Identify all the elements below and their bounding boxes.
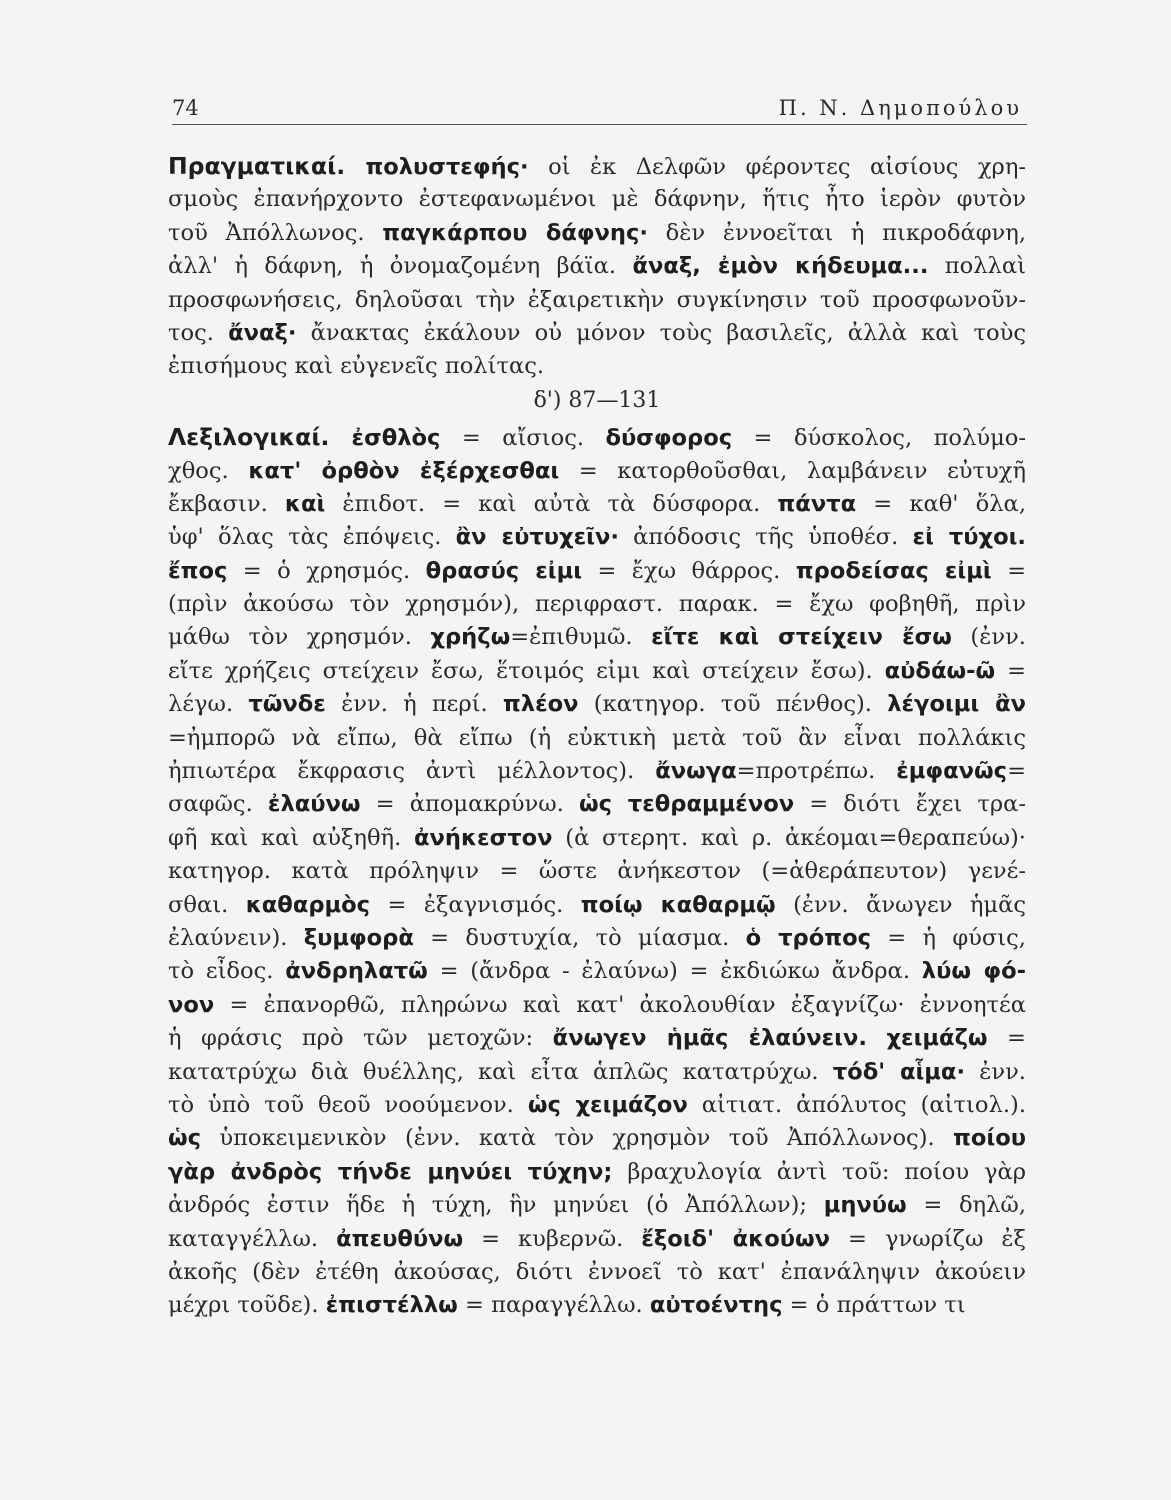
text-line	[168, 1089, 1026, 1122]
lemma-term: λέγοιμι ἂν	[887, 691, 1026, 718]
gloss-text: = ὁ πράττων τι	[782, 1292, 966, 1319]
text-line	[168, 217, 1026, 250]
text-line	[168, 755, 1026, 788]
text-line	[168, 688, 1026, 721]
text-line	[168, 488, 1026, 521]
gloss-text: =	[1007, 758, 1026, 785]
lemma-term: κατ' ὀρθὸν ἐξέρχεσθαι	[248, 457, 560, 484]
gloss-text: = κατορθοῦσθαι, λαμβάνειν εὐτυχῆ	[559, 457, 1026, 484]
lemma-term: ἄνωγα	[655, 758, 737, 785]
lemma-term: ἀνδρηλατῶ	[285, 958, 428, 985]
text-line	[168, 588, 1026, 621]
gloss-text: = καθ' ὅλα,	[856, 490, 1026, 517]
gloss-text: =	[991, 557, 1026, 584]
gloss-text: = δηλῶ,	[906, 1192, 1026, 1219]
lemma-term: τόδ' αἷμα·	[832, 1058, 966, 1085]
text-line	[168, 621, 1026, 654]
text-line	[168, 889, 1026, 922]
lemma-term: νον	[168, 991, 215, 1018]
header-rule	[172, 124, 1027, 125]
text-line	[168, 1256, 1026, 1289]
gloss-text: εἴτε χρήζεις στείχειν ἔσω, ἕτοιμός εἰμι καὶ στείχειν ἔσω).	[168, 657, 885, 684]
gloss-text: ὑποκειμενικὸν (ἐνν. κατὰ τὸν χρησμὸν τοῦ Ἀπόλλωνος).	[201, 1125, 954, 1152]
gloss-text: ἐνν. ἡ περί.	[325, 691, 503, 718]
gloss-text: χθος.	[168, 457, 249, 484]
lemma-term: θρασύς εἰμι	[425, 557, 583, 584]
gloss-text: δὲν ἐννοεῖται ἡ πικροδάφνη,	[647, 219, 1026, 246]
text-line	[168, 955, 1026, 988]
gloss-text: = παραγγέλλω.	[457, 1292, 650, 1319]
lemma-term: ἔξοιδ' ἀκούων	[641, 1225, 831, 1252]
gloss-text: σθαι.	[168, 891, 246, 918]
gloss-text: ἔκβασιν.	[168, 490, 285, 517]
text-line	[168, 855, 1026, 888]
lemma-term: δύσφορος	[605, 425, 733, 452]
gloss-text: οἱ ἐκ Δελφῶν φέροντες αἰσίους χρη-	[528, 154, 1026, 180]
gloss-text: ἐπιδοτ. = καὶ αὐτὰ τὰ δύσφορα.	[325, 490, 778, 517]
lemma-term: ποίου	[953, 1125, 1026, 1152]
lemma-term: ἐλαύνω	[267, 791, 361, 818]
text-line	[168, 1022, 1026, 1055]
text-line	[168, 421, 1026, 454]
gloss-text: ἡ φράσις πρὸ τῶν μετοχῶν:	[168, 1025, 553, 1052]
gloss-text: βραχυλογία ἀντὶ τοῦ: ποίου γὰρ	[612, 1158, 1026, 1185]
text-line	[168, 1056, 1026, 1089]
text-line	[168, 284, 1026, 317]
gloss-text: ἀνδρός ἐστιν ἥδε ἡ τύχη, ἣν μηνύει (ὁ Ἀπόλλων);	[168, 1192, 824, 1219]
gloss-text: ἠπιωτέρα ἔκφρασις ἀντὶ μέλλοντος).	[168, 758, 656, 785]
lemma-term: γὰρ ἀνδρὸς τήνδε μηνύει τύχην;	[168, 1158, 613, 1185]
lemma-term: ἀπευθύνω	[336, 1225, 464, 1252]
lemma-term: αὐδάω-ῶ	[884, 657, 996, 684]
gloss-text: (ἐνν. ἄνωγεν ἡμᾶς	[775, 891, 1026, 918]
paragraph-pragmatikai	[168, 150, 1026, 384]
lemma-term: εἴτε καὶ στείχειν ἔσω	[651, 624, 952, 651]
lemma-term: Λεξιλογικαί.	[168, 423, 330, 452]
lemma-term: ξυμφορὰ	[303, 924, 414, 951]
lemma-term: καθαρμὸς	[245, 891, 371, 918]
lemma-term: ἐσθλὸς	[329, 425, 441, 452]
lemma-term: προδείσας εἰμὶ	[795, 557, 992, 584]
lemma-term: ὡς χειμάζον	[527, 1091, 688, 1118]
text-line	[168, 788, 1026, 821]
lemma-term: χρήζω	[430, 624, 511, 651]
gloss-text: (ἀ στερητ. καὶ ρ. ἀκέομαι=θεραπεύω)·	[552, 824, 1026, 851]
lemma-term: ἄνωγεν ἡμᾶς ἐλαύνειν.	[552, 1025, 867, 1052]
lemma-term: ἄναξ·	[228, 319, 297, 346]
gloss-text: = αἴσιος.	[440, 425, 606, 452]
text-line	[168, 922, 1026, 955]
gloss-text: σμοὺς ἐπανήρχοντο ἐστεφανωμένοι μὲ δάφνην, ἥτις ἦτο ἱερὸν φυτὸν	[168, 186, 1026, 213]
gloss-text: = ἡ φύσις,	[871, 924, 1026, 951]
gloss-text: μέχρι τοῦδε).	[168, 1292, 326, 1319]
gloss-text: μάθω τὸν χρησμόν.	[168, 624, 431, 651]
gloss-text: = ἔχω θάρρος.	[582, 557, 796, 584]
lemma-term: λύω φό-	[921, 958, 1026, 985]
gloss-text: =προτρέπω.	[736, 758, 897, 785]
gloss-text: = ἐπανορθῶ, πληρώνω καὶ κατ' ἀκολουθίαν ἐξαγνίζω· ἐννοητέα	[214, 991, 1026, 1018]
text-line	[168, 722, 1026, 755]
gloss-text: ἀκοῆς (δὲν ἐτέθη ἀκούσας, διότι ἐννοεῖ τὸ κατ' ἐπανάληψιν ἀκούειν	[168, 1258, 1026, 1285]
page-header	[172, 84, 1022, 124]
paragraph-lexilogikai	[168, 421, 1026, 1323]
lemma-term: ἐμφανῶς	[896, 758, 1008, 785]
gloss-text: σαφῶς.	[168, 791, 268, 818]
gloss-text: = ἀπομακρύνω.	[360, 791, 579, 818]
gloss-text: τὸ εἶδος.	[168, 958, 286, 985]
lemma-term: ὡς τεθραμμένον	[578, 791, 795, 818]
page-number: 74	[172, 96, 199, 120]
gloss-text: =ἠμπορῶ νὰ εἴπω, θὰ εἴπω (ἡ εὐκτικὴ μετὰ τοῦ ἂν εἶναι πολλάκις	[168, 724, 1026, 751]
text-line	[168, 455, 1026, 488]
gloss-text: (πρὶν ἀκούσω τὸν χρησμόν), περιφραστ. παρακ. = ἔχω φοβηθῆ, πρὶν	[168, 591, 1026, 618]
gloss-text: πολλαὶ	[928, 253, 1026, 280]
running-head: Π. Ν. Δημοπούλου	[778, 96, 1022, 120]
text-line	[168, 250, 1026, 283]
gloss-text: τοῦ Ἀπόλλωνος.	[168, 219, 383, 246]
text-line	[168, 1156, 1026, 1189]
text-line	[168, 150, 1026, 183]
gloss-text: = δύσκολος, πολύμο-	[732, 425, 1026, 452]
body-text	[168, 150, 1026, 1323]
text-line	[168, 183, 1026, 216]
gloss-text: κατηγορ. κατὰ πρόληψιν = ὥστε ἀνήκεστον (=ἀθεράπευτον) γενέ-	[168, 858, 1026, 885]
lemma-term: πάντα	[777, 490, 857, 517]
gloss-text: τὸ ὑπὸ τοῦ θεοῦ νοούμενον.	[168, 1091, 528, 1118]
gloss-text: ὑφ' ὅλας τὰς ἐπόψεις.	[168, 524, 456, 551]
lemma-term: παγκάρπου δάφνης·	[382, 219, 648, 246]
gloss-text: = ἐξαγνισμός.	[370, 891, 581, 918]
gloss-text: = ὁ χρησμός.	[227, 557, 426, 584]
lemma-term: Πραγματικαί.	[168, 152, 346, 180]
gloss-text: (ἐνν.	[951, 624, 1026, 651]
gloss-text: ἄνακτας ἐκάλουν οὐ μόνον τοὺς βασιλεῖς, ἀλλὰ καὶ τοὺς	[296, 319, 1026, 346]
text-line	[168, 1189, 1026, 1222]
gloss-text: = διότι ἔχει τρα-	[794, 791, 1026, 818]
lemma-term: ἂν εὐτυχεῖν·	[455, 524, 619, 551]
lemma-term: αὐτοέντης	[649, 1292, 783, 1319]
text-line	[168, 1223, 1026, 1256]
lemma-term: ποίῳ καθαρμῷ	[580, 891, 776, 918]
lemma-term: πολυστεφής·	[345, 154, 529, 180]
lemma-term: εἰ τύχοι.	[912, 524, 1026, 551]
text-line	[168, 822, 1026, 855]
gloss-text: καταγγέλλω.	[168, 1225, 337, 1252]
lemma-term: ἀνήκεστον	[413, 824, 553, 851]
lemma-term: χειμάζω	[886, 1025, 988, 1052]
gloss-text: φῆ καὶ καὶ αὐξηθῆ.	[168, 824, 414, 851]
gloss-text: ἀπόδοσις τῆς ὑποθέσ.	[618, 524, 913, 551]
lemma-term: καὶ	[284, 490, 326, 517]
text-line	[168, 989, 1026, 1022]
section-label: δ') 87—131	[533, 387, 661, 413]
text-line	[168, 1122, 1026, 1155]
text-line	[168, 1289, 1026, 1322]
gloss-text: =	[987, 1025, 1026, 1052]
lemma-term: ἐπιστέλλω	[325, 1292, 458, 1319]
gloss-text: =	[995, 657, 1026, 684]
gloss-text: ἐλαύνειν).	[168, 924, 304, 951]
lemma-term: ἄναξ, ἐμὸν κήδευμα...	[632, 253, 929, 280]
lemma-term: μηνύω	[823, 1192, 907, 1219]
text-line	[168, 555, 1026, 588]
gloss-text: κατατρύχω διὰ θυέλλης, καὶ εἶτα ἁπλῶς κατατρύχω.	[168, 1058, 833, 1085]
gloss-text: ἐνν.	[965, 1058, 1026, 1085]
gloss-text: ἀλλ' ἡ δάφνη, ἡ ὀνομαζομένη βάϊα.	[168, 253, 633, 280]
lemma-term: ὡς	[168, 1125, 202, 1152]
gloss-text: = δυστυχία, τὸ μίασμα.	[413, 924, 746, 951]
text-line	[168, 317, 1026, 350]
gloss-text: αἰτιατ. ἀπόλυτος (αἰτιολ.).	[687, 1091, 1026, 1118]
lemma-term: ὁ τρόπος	[745, 924, 872, 951]
text-line	[168, 521, 1026, 554]
gloss-text	[867, 1025, 887, 1051]
lemma-term: τῶνδε	[248, 691, 326, 718]
text-line	[168, 350, 1026, 383]
gloss-text: = (ἄνδρα - ἐλαύνω) = ἐκδιώκω ἄνδρα.	[427, 958, 922, 985]
gloss-text: = γνωρίζω ἐξ	[830, 1225, 1026, 1252]
gloss-text: λέγω.	[168, 691, 249, 718]
gloss-text: προσφωνήσεις, δηλοῦσαι τὴν ἐξαιρετικὴν συγκίνησιν τοῦ προσφωνοῦν-	[168, 286, 1026, 313]
gloss-text: =ἐπιθυμῶ.	[510, 624, 652, 651]
lemma-term: ἔπος	[168, 557, 228, 584]
text-line	[168, 655, 1026, 688]
lemma-term: πλέον	[502, 691, 579, 718]
gloss-text: ἐπισήμους καὶ εὐγενεῖς πολίτας.	[168, 353, 545, 380]
gloss-text: (κατηγορ. τοῦ πένθος).	[578, 691, 888, 718]
gloss-text: τος.	[168, 319, 229, 346]
gloss-text: = κυβερνῶ.	[463, 1225, 642, 1252]
